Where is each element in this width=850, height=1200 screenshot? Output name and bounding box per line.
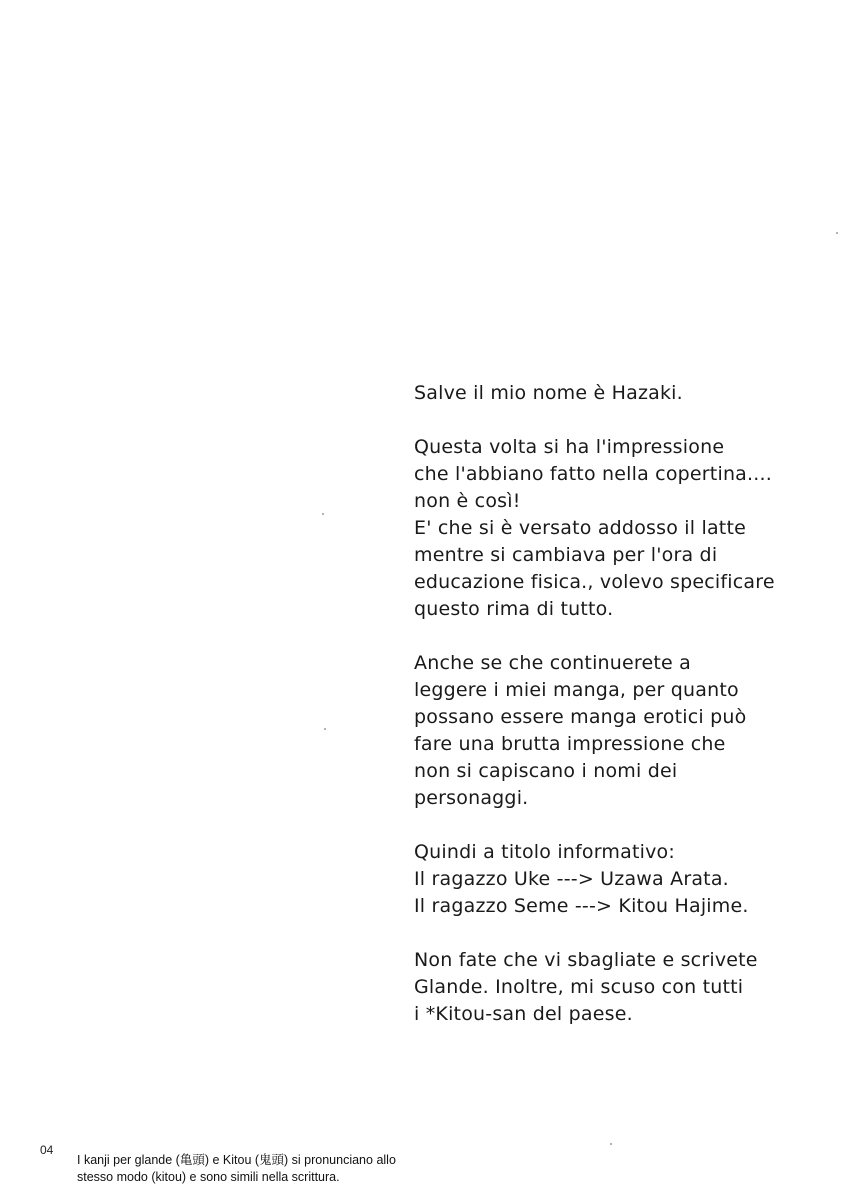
- note-paragraph: [414, 380, 834, 407]
- note-line: Quindi a titolo informativo:: [414, 841, 675, 863]
- page-number: 04: [40, 1143, 54, 1157]
- note-line: E' che si è versato addosso il latte: [414, 517, 746, 539]
- note-line: non si capiscano i nomi dei: [414, 760, 678, 782]
- note-line: i *Kitou-san del paese.: [414, 1003, 633, 1025]
- note-line: che l'abbiano fatto nella copertina....: [414, 463, 772, 485]
- handwritten-note: [414, 380, 834, 1028]
- note-line: Il ragazzo Uke ---> Uzawa Arata.: [414, 868, 729, 890]
- note-line: leggere i miei manga, per quanto: [414, 679, 739, 701]
- scan-speck: [324, 728, 326, 730]
- note-paragraph: [414, 650, 834, 812]
- note-line: non è così!: [414, 490, 521, 512]
- note-line: mentre si cambiava per l'ora di: [414, 544, 718, 566]
- footnote-line: I kanji per glande (亀頭) e Kitou (鬼頭) si pronunciano allo: [77, 1153, 396, 1167]
- note-line: fare una brutta impressione che: [414, 733, 726, 755]
- note-line: Salve il mio nome è Hazaki.: [414, 382, 683, 404]
- note-line: Anche se che continuerete a: [414, 652, 692, 674]
- note-paragraph: [414, 839, 834, 920]
- note-line: Il ragazzo Seme ---> Kitou Hajime.: [414, 895, 749, 917]
- note-line: Non fate che vi sbagliate e scrivete: [414, 949, 758, 971]
- note-line: Glande. Inoltre, mi scuso con tutti: [414, 976, 744, 998]
- footnote: [77, 1152, 497, 1186]
- note-paragraph: [414, 434, 834, 623]
- footnote-line: stesso modo (kitou) e sono simili nella scrittura.: [77, 1170, 340, 1184]
- scan-speck: [610, 1143, 612, 1145]
- note-line: questo rima di tutto.: [414, 598, 614, 620]
- scan-speck: [836, 232, 838, 234]
- note-line: personaggi.: [414, 787, 529, 809]
- scan-speck: [322, 513, 324, 515]
- note-line: Questa volta si ha l'impressione: [414, 436, 725, 458]
- note-line: possano essere manga erotici può: [414, 706, 747, 728]
- note-paragraph: [414, 947, 834, 1028]
- note-line: educazione fisica., volevo specificare: [414, 571, 775, 593]
